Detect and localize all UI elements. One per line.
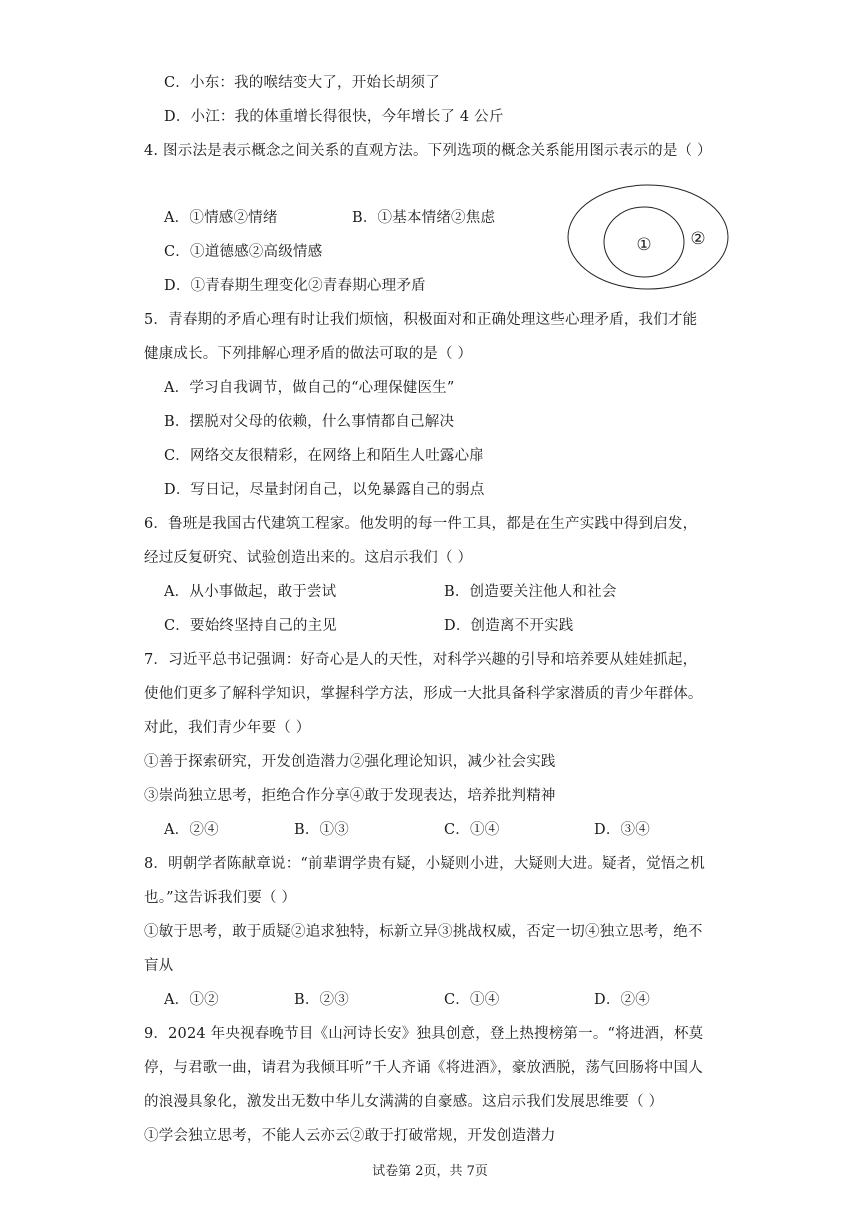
q7-items-line-1: ①善于探索研究，开发创造潜力②强化理论知识，减少社会实践 bbox=[144, 754, 556, 770]
q7-stem-line-2: 使他们更多了解科学知识，掌握科学方法，形成一大批具备科学家潜质的青少年群体。 bbox=[144, 686, 703, 702]
q3-option-c: C．小东：我的喉结变大了，开始长胡须了 bbox=[164, 75, 440, 91]
q5-option-c: C．网络交友很精彩，在网络上和陌生人吐露心扉 bbox=[164, 448, 484, 464]
q5-option-b: B．摆脱对父母的依赖，什么事情都自己解决 bbox=[164, 414, 455, 430]
q4-option-d: D．①青春期生理变化②青春期心理矛盾 bbox=[164, 278, 426, 294]
q8-option-c: C．①④ bbox=[444, 992, 500, 1008]
q6-option-c: C．要始终坚持自己的主见 bbox=[164, 618, 337, 634]
q8-stem-line-1: 8．明朝学者陈献章说：“前辈谓学贵有疑，小疑则小进，大疑则大进。疑者，觉悟之机 bbox=[144, 856, 705, 872]
q6-option-a: A．从小事做起，敢于尝试 bbox=[164, 584, 337, 600]
q8-items-line-2: 盲从 bbox=[144, 958, 174, 974]
q3-option-d: D．小江：我的体重增长得很快，今年增长了 4 公斤 bbox=[164, 109, 504, 125]
q4-option-c: C．①道德感②高级情感 bbox=[164, 244, 323, 260]
q7-option-a: A．②④ bbox=[164, 822, 219, 838]
q7-option-c: C．①④ bbox=[444, 822, 500, 838]
q7-option-d: D．③④ bbox=[594, 822, 650, 838]
q6-option-b: B．创造要关注他人和社会 bbox=[444, 584, 617, 600]
outer-label: ② bbox=[690, 229, 706, 249]
q7-stem-line-1: 7．习近平总书记强调：好奇心是人的天性，对科学兴趣的引导和培养要从娃娃抓起， bbox=[144, 652, 698, 668]
q9-stem-line-2: 停，与君歌一曲，请君为我倾耳听”千人齐诵《将进酒》，豪放洒脱，荡气回肠将中国人 bbox=[144, 1060, 703, 1076]
q7-option-b: B．①③ bbox=[294, 822, 349, 838]
q6-option-d: D．创造离不开实践 bbox=[444, 618, 574, 634]
q9-items-line-1: ①学会独立思考，不能人云亦云②敢于打破常规，开发创造潜力 bbox=[144, 1128, 556, 1144]
q8-stem-line-2: 也。”这告诉我们要（ ） bbox=[144, 890, 297, 906]
q4-option-b: B．①基本情绪②焦虑 bbox=[352, 210, 496, 226]
q8-option-b: B．②③ bbox=[294, 992, 349, 1008]
q8-option-d: D．②④ bbox=[594, 992, 650, 1008]
q8-option-a: A．①② bbox=[164, 992, 219, 1008]
q6-stem-line-1: 6．鲁班是我国古代建筑工程家。他发明的每一件工具，都是在生产实践中得到启发， bbox=[144, 516, 698, 532]
venn-diagram bbox=[566, 182, 730, 292]
q8-items-line-1: ①敏于思考，敢于质疑②追求独特，标新立异③挑战权威，否定一切④独立思考，绝不 bbox=[144, 924, 703, 940]
q7-items-line-2: ③崇尚独立思考，拒绝合作分享④敢于发现表达，培养批判精神 bbox=[144, 788, 556, 804]
q6-stem-line-2: 经过反复研究、试验创造出来的。这启示我们（ ） bbox=[144, 550, 473, 566]
q5-option-d: D．写日记，尽量封闭自己，以免暴露自己的弱点 bbox=[164, 482, 485, 498]
q7-stem-line-3: 对此，我们青少年要（ ） bbox=[144, 720, 311, 736]
inner-label: ① bbox=[636, 235, 652, 255]
q9-stem-line-1: 9．2024 年央视春晚节目《山河诗长安》独具创意，登上热搜榜第一。“将进酒，杯莫 bbox=[144, 1026, 704, 1042]
q4-stem: 4. 图示法是表示概念之间关系的直观方法。下列选项的概念关系能用图示表示的是（ ） bbox=[144, 143, 712, 159]
q5-stem-line-1: 5．青春期的矛盾心理有时让我们烦恼，积极面对和正确处理这些心理矛盾，我们才能 bbox=[144, 312, 698, 328]
page-footer: 试卷第 2页，共 7页 bbox=[372, 1164, 488, 1179]
q4-option-a: A．①情感②情绪 bbox=[164, 210, 278, 226]
q5-option-a: A．学习自我调节，做自己的“心理保健医生” bbox=[164, 380, 455, 396]
q9-stem-line-3: 的浪漫具象化，激发出无数中华儿女满满的自豪感。这启示我们发展思维要（ ） bbox=[144, 1094, 664, 1110]
q5-stem-line-2: 健康成长。下列排解心理矛盾的做法可取的是（ ） bbox=[144, 346, 473, 362]
